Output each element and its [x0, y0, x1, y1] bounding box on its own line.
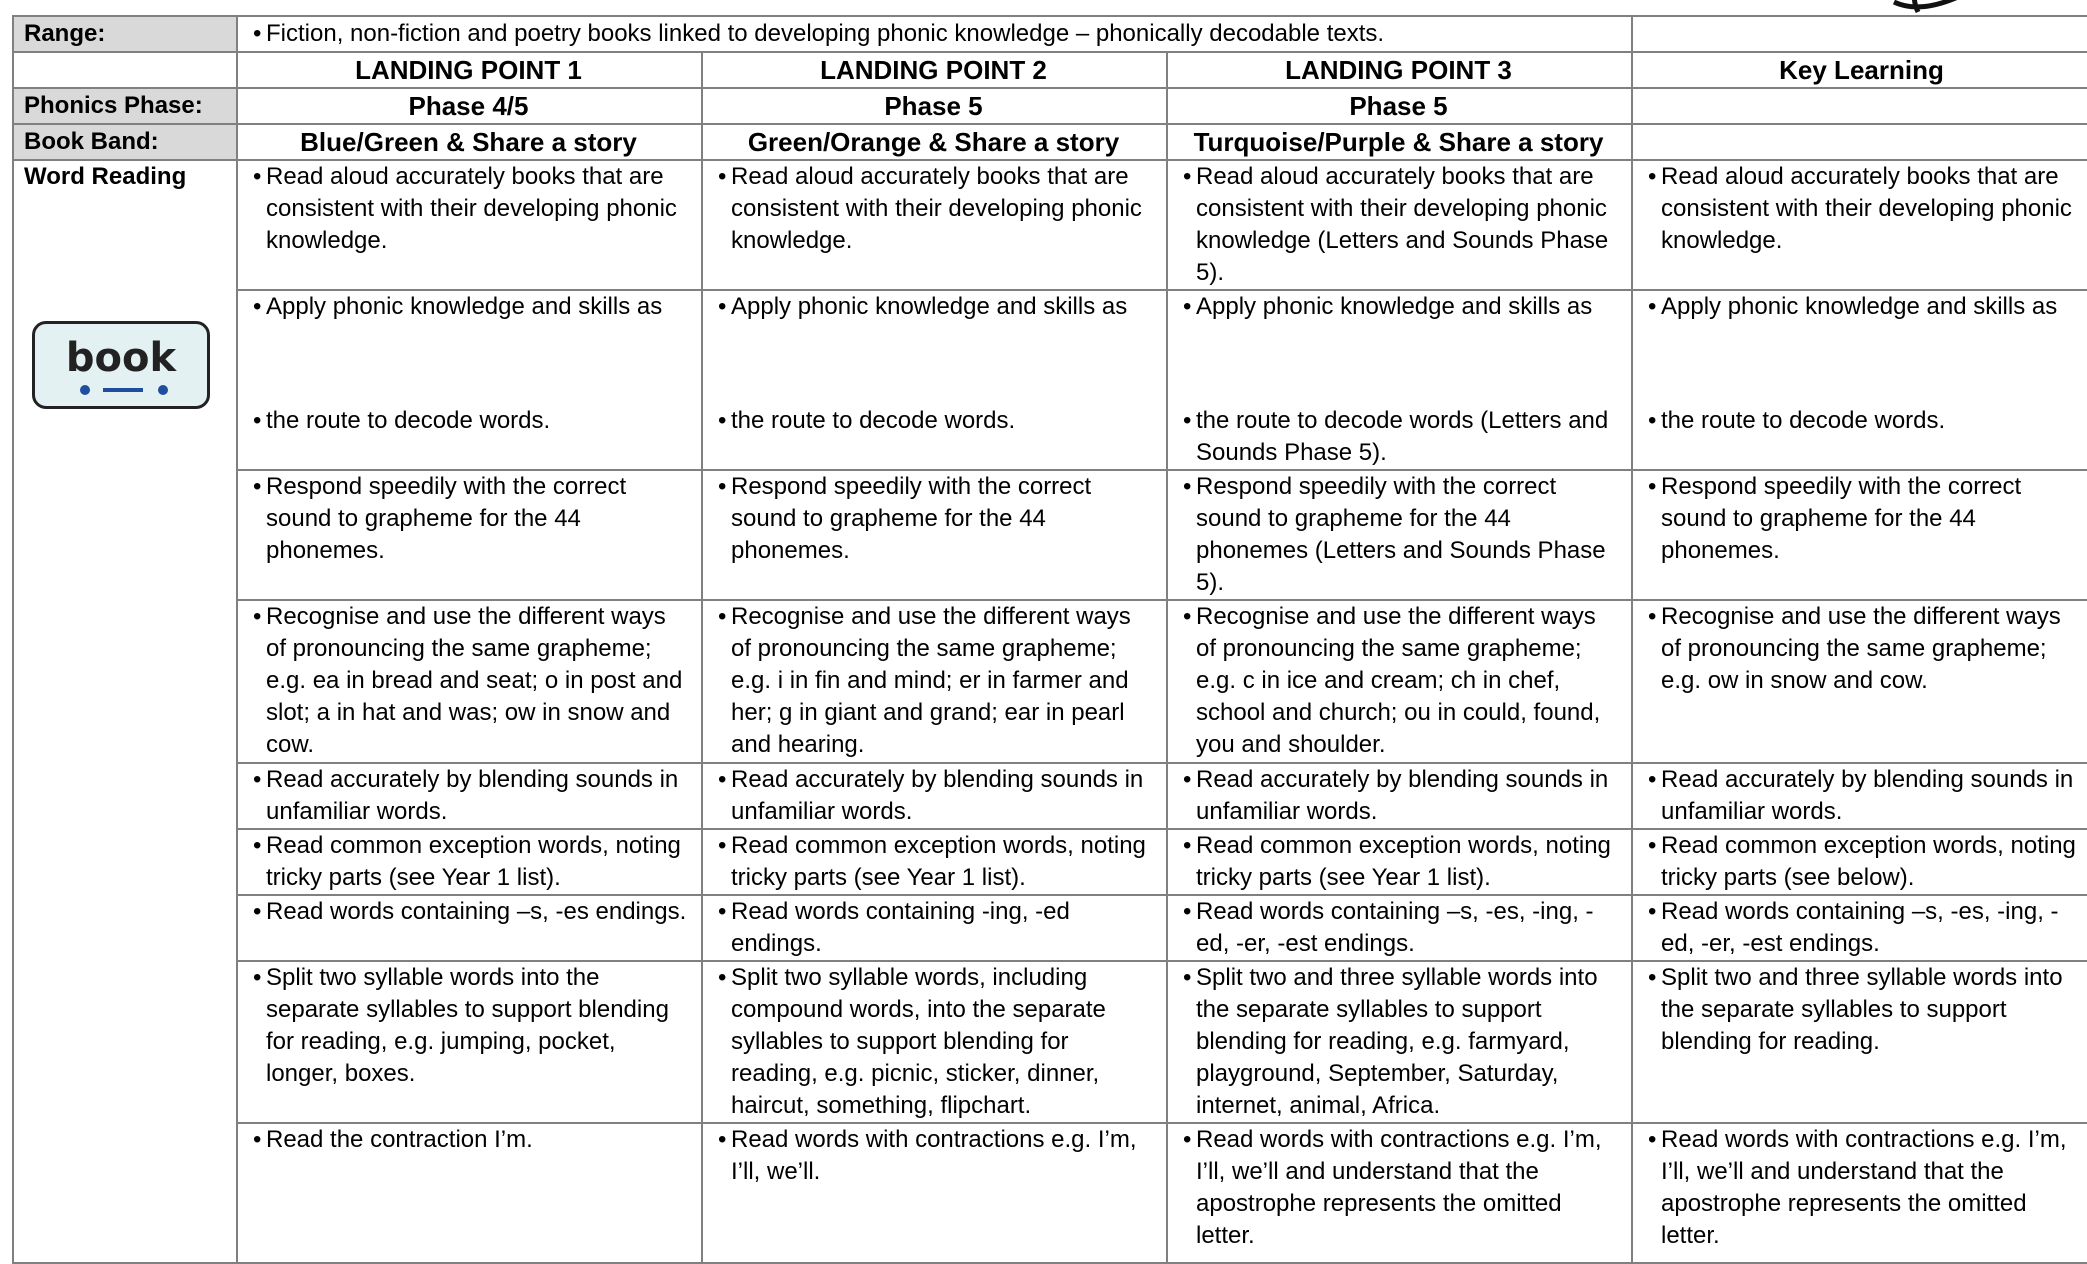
cell-key: • Read accurately by blending sounds in unfamiliar words. — [1632, 763, 2087, 829]
cell-lp1: • Read words containing –s, -es endings. — [237, 895, 702, 961]
cell-lp2: • Read aloud accurately books that are consistent with their developing phonic knowledge. — [702, 160, 1167, 290]
book-band-key — [1632, 124, 2087, 160]
cell-key: • Read words with contractions e.g. I’m, I’ll, we’ll and understand that the apostrophe represents the omitted letter. — [1632, 1123, 2087, 1263]
landing-point-header-row — [13, 52, 2087, 88]
cell-lp1: • Split two syllable words into the separate syllables to support blending for reading, e.g. jumping, pocket, longer, boxes. — [237, 961, 702, 1123]
cell-lp3: • Recognise and use the different ways of pronouncing the same grapheme; e.g. c in ice and cream; ch in chef, school and church; ou in could, found, you and shoulder. — [1167, 600, 1632, 763]
phonics-phase-row — [13, 88, 2087, 124]
cell-lp2: • Split two syllable words, including compound words, into the separate syllables to support blending for reading, e.g. picnic, sticker, dinner, haircut, something, flipchart. — [702, 961, 1167, 1123]
header-landing-point-1: LANDING POINT 1 — [237, 52, 702, 88]
cell-lp3: • Apply phonic knowledge and skills as • the route to decode words (Letters and Sounds Phase 5). — [1167, 290, 1632, 470]
table-row — [13, 600, 2087, 763]
table-row — [13, 829, 2087, 895]
header-blank-cell — [13, 52, 237, 88]
cell-key: • Read aloud accurately books that are consistent with their developing phonic knowledge. — [1632, 160, 2087, 290]
range-label: Range: — [13, 16, 237, 52]
cell-lp3: • Read aloud accurately books that are consistent with their developing phonic knowledge (Letters and Sounds Phase 5). — [1167, 160, 1632, 290]
header-landing-point-3: LANDING POINT 3 — [1167, 52, 1632, 88]
header-key-learning: Key Learning — [1632, 52, 2087, 88]
cell-lp1: • Respond speedily with the correct sound to grapheme for the 44 phonemes. — [237, 470, 702, 600]
phonics-phase-lp1: Phase 4/5 — [237, 88, 702, 124]
word-reading-label-cell — [13, 160, 237, 1263]
header-landing-point-2: LANDING POINT 2 — [702, 52, 1167, 88]
book-band-label: Book Band: — [13, 124, 237, 160]
table-row — [13, 763, 2087, 829]
cell-key: • Recognise and use the different ways of pronouncing the same grapheme; e.g. ow in snow and cow. — [1632, 600, 2087, 763]
cell-lp2: • Apply phonic knowledge and skills as • the route to decode words. — [702, 290, 1167, 470]
cell-lp3: • Read accurately by blending sounds in unfamiliar words. — [1167, 763, 1632, 829]
cell-lp1: • Read common exception words, noting tricky parts (see Year 1 list). — [237, 829, 702, 895]
cell-lp2: • Read words with contractions e.g. I’m, I’ll, we’ll. — [702, 1123, 1167, 1263]
cell-lp2: • Respond speedily with the correct sound to grapheme for the 44 phonemes. — [702, 470, 1167, 600]
cell-key: • Respond speedily with the correct sound to grapheme for the 44 phonemes. — [1632, 470, 2087, 600]
cell-key: • Split two and three syllable words into the separate syllables to support blending for reading. — [1632, 961, 2087, 1123]
cell-key: • Apply phonic knowledge and skills as • the route to decode words. — [1632, 290, 2087, 470]
table-row — [13, 1123, 2087, 1263]
table-row — [13, 895, 2087, 961]
cell-key: • Read common exception words, noting tricky parts (see below). — [1632, 829, 2087, 895]
phonics-phase-lp2: Phase 5 — [702, 88, 1167, 124]
cell-lp3: • Respond speedily with the correct sound to grapheme for the 44 phonemes (Letters and Sounds Phase 5). — [1167, 470, 1632, 600]
word-reading-label: Word Reading — [24, 163, 187, 190]
book-icon-word: book — [65, 335, 177, 381]
cell-lp3: • Read words containing –s, -es, -ing, -ed, -er, -est endings. — [1167, 895, 1632, 961]
cell-lp2: • Read words containing -ing, -ed endings. — [702, 895, 1167, 961]
table-row — [13, 290, 2087, 470]
cell-lp1: • Recognise and use the different ways of pronouncing the same grapheme; e.g. ea in bread and seat; o in post and slot; a in hat and was; ow in snow and cow. — [237, 600, 702, 763]
cell-lp1: • Apply phonic knowledge and skills as • the route to decode words. — [237, 290, 702, 470]
cell-key: • Read words containing –s, -es, -ing, -ed, -er, -est endings. — [1632, 895, 2087, 961]
book-band-row — [13, 124, 2087, 160]
phonics-phase-lp3: Phase 5 — [1167, 88, 1632, 124]
range-text: • Fiction, non-fiction and poetry books linked to developing phonic knowledge – phonically decodable texts. — [237, 16, 1632, 52]
cell-lp2: • Recognise and use the different ways of pronouncing the same grapheme; e.g. i in fin and mind; er in farmer and her; g in giant and grand; ear in pearl and hearing. — [702, 600, 1167, 763]
cell-lp2: • Read accurately by blending sounds in unfamiliar words. — [702, 763, 1167, 829]
book-phoneme-card-icon — [32, 321, 210, 409]
phonics-phase-key — [1632, 88, 2087, 124]
cell-lp2: • Read common exception words, noting tricky parts (see Year 1 list). — [702, 829, 1167, 895]
table-row — [13, 470, 2087, 600]
logo-fragment-icon — [1888, 0, 1998, 16]
book-band-lp2: Green/Orange & Share a story — [702, 124, 1167, 160]
cell-lp3: • Read common exception words, noting tricky parts (see Year 1 list). — [1167, 829, 1632, 895]
book-band-lp1: Blue/Green & Share a story — [237, 124, 702, 160]
cell-lp3: • Read words with contractions e.g. I’m, I’ll, we’ll and understand that the apostrophe represents the omitted letter. — [1167, 1123, 1632, 1263]
table-row — [13, 961, 2087, 1123]
range-empty-cell — [1632, 16, 2087, 52]
table-row — [13, 160, 2087, 290]
cell-lp3: • Split two and three syllable words into the separate syllables to support blending for reading, e.g. farmyard, playground, September, Saturday, internet, animal, Africa. — [1167, 961, 1632, 1123]
cell-lp1: • Read the contraction I’m. — [237, 1123, 702, 1263]
phonics-phase-label: Phonics Phase: — [13, 88, 237, 124]
cell-lp1: • Read aloud accurately books that are consistent with their developing phonic knowledge. — [237, 160, 702, 290]
book-band-lp3: Turquoise/Purple & Share a story — [1167, 124, 1632, 160]
curriculum-table — [12, 15, 2087, 1264]
range-row — [13, 16, 2087, 52]
cell-lp1: • Read accurately by blending sounds in unfamiliar words. — [237, 763, 702, 829]
phoneme-dots-icon — [79, 382, 169, 398]
